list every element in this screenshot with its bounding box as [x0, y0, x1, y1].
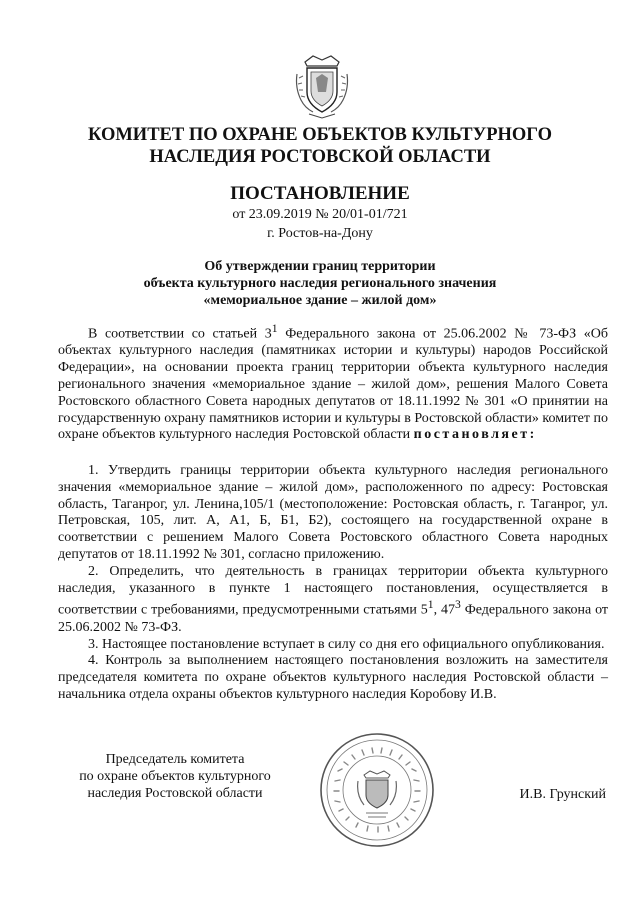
item2-text-part1: 2. Определить, что деятельность в границах территории объекта культурного наследия, указанного в пункте 1 настоящего постановления, осуществляется в соответствии с требованиями, предусмотренными статьями 5	[58, 563, 608, 619]
decree-item-2	[58, 564, 608, 637]
decree-item-1: 1. Утвердить границы территории объекта культурного наследия регионального значения «мемориальное здание – жилой дом», расположенного по адресу: Ростовская область, Таганрог, ул. Ленина,105/1 (местоположение: Ростовская область, г. Таганрог, ул. Петровская, 105, лит. А, А1, Б, Б1, Б2), состоящего на государственной охране в соответствии с решением Малого Совета Ростовского областного Совета народных депутатов от 18.11.1992 № 301, согласно приложению.	[58, 463, 608, 562]
subject-line1: Об утверждении границ территории	[204, 259, 436, 274]
decree-item-4: 4. Контроль за выполнением настоящего постановления возложить на заместителя председателя комитета по охране объектов культурного наследия Ростовской области – начальника отдела охраны объектов культурного наследия Коробову И.В.	[58, 653, 608, 703]
organization-name-line1: КОМИТЕТ ПО ОХРАНЕ ОБЪЕКТОВ КУЛЬТУРНОГО	[88, 125, 552, 145]
preamble-paragraph	[58, 321, 608, 444]
signatory-position-line3: наследия Ростовской области	[87, 786, 263, 801]
subject-line2: объекта культурного наследия регионального значения	[143, 276, 497, 291]
decree-items	[58, 463, 608, 704]
signatory-name: И.В. Грунский	[519, 787, 606, 802]
preamble-text-part2: Федерального закона от 25.06.2002 № 73-ФЗ «Об объектах культурного наследия (памятниках истории и культуры) народов Российской Федерации», на основании проекта границ территории объекта культурного наследия регионального значения «мемориальное здание – жилой дом», решения Малого Совета Ростовского областного Совета народных депутатов от 18.11.1992 № 301 «О принятии на государственную охрану памятников истории и культуры в Ростовской области» комитет по охране объектов культурного наследия Ростовской области	[58, 326, 608, 443]
organization-name-line2: НАСЛЕДИЯ РОСТОВСКОЙ ОБЛАСТИ	[149, 147, 491, 167]
item2-superscript1: 1	[427, 598, 434, 612]
decree-city: г. Ростов-на-Дону	[267, 226, 373, 241]
decree-item-3: 3. Настоящее постановление вступает в силу со дня его официального опубликования.	[88, 636, 605, 652]
item2-superscript2: 3	[455, 598, 461, 612]
resolve-word: постановляет:	[413, 427, 537, 443]
document-title: ПОСТАНОВЛЕНИЕ	[230, 183, 410, 204]
official-seal-stamp	[318, 731, 436, 849]
subject-line3: «мемориальное здание – жилой дом»	[203, 293, 437, 308]
signatory-position	[75, 751, 275, 802]
signatory-position-line2: по охране объектов культурного	[79, 769, 271, 784]
preamble-text-part1: В соответствии со статьей 3	[88, 326, 272, 342]
decree-date-number: от 23.09.2019 № 20/01-01/721	[232, 207, 408, 222]
preamble-superscript: 1	[271, 322, 278, 335]
coat-of-arms-emblem	[293, 52, 351, 122]
signatory-position-line1: Председатель комитета	[105, 752, 245, 767]
item2-text-part3: Федерального закона от 25.06.2002 № 73-ФЗ.	[58, 603, 609, 635]
item2-text-part2: , 47	[433, 603, 455, 619]
